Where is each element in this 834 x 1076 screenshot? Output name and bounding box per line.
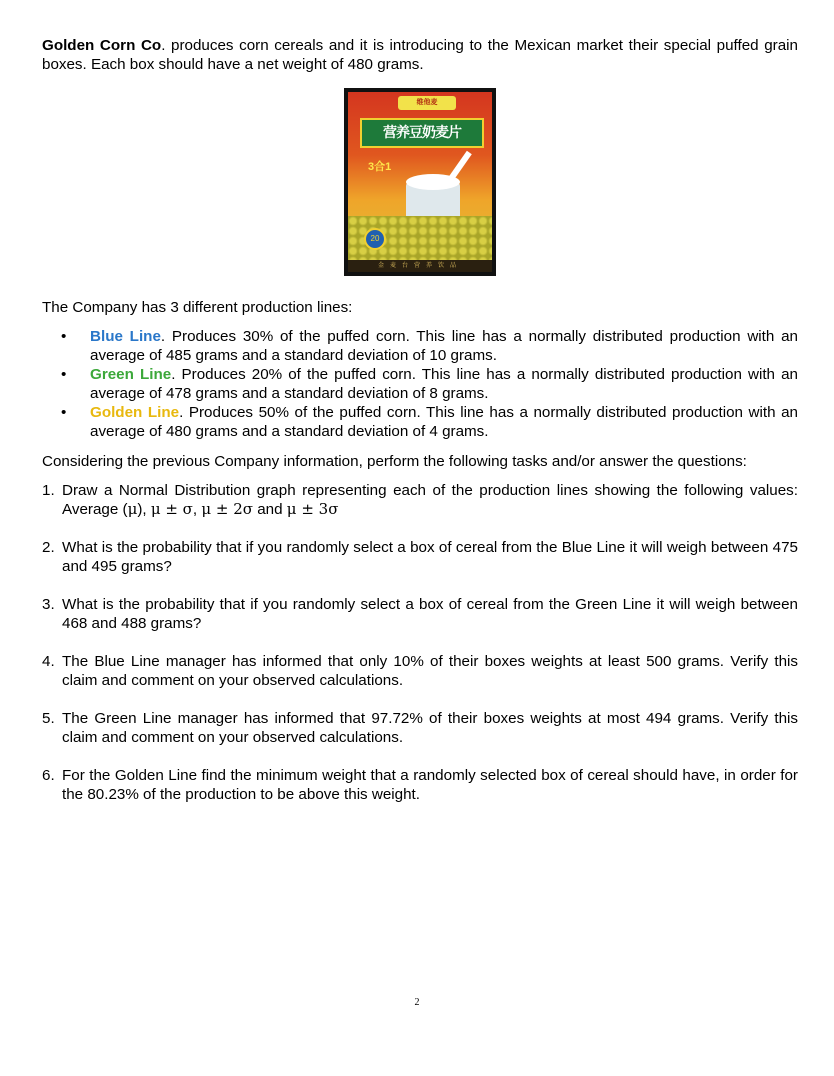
- bullet-icon: •: [61, 366, 67, 383]
- question-number: 2.: [42, 539, 55, 556]
- cereal-box-image: [344, 88, 496, 276]
- intro-paragraph: [42, 36, 798, 74]
- bullet-icon: •: [61, 328, 67, 345]
- line-name: Green Line: [90, 366, 172, 383]
- document-page: [42, 36, 798, 823]
- question-item: [42, 481, 798, 519]
- milk-splash: [406, 174, 460, 190]
- questions-list: [42, 481, 798, 804]
- list-item: [61, 327, 798, 365]
- box-footer: 金麦台营养饮品: [348, 260, 492, 272]
- question-text: For the Golden Line find the minimum weight that a randomly selected box of cereal should have, in order for the 80.23% of the production to be above this weight.: [62, 767, 798, 803]
- question-text: and: [253, 501, 287, 518]
- question-number: 3.: [42, 596, 55, 613]
- question-text: What is the probability that if you randomly select a box of cereal from the Blue Line it will weigh between 475 and 495 grams?: [62, 539, 798, 575]
- question-item: [42, 595, 798, 633]
- line-text: . Produces 30% of the puffed corn. This line has a normally distributed production with an average of 485 grams and a standard deviation of 10 grams.: [90, 328, 798, 364]
- question-text: ),: [137, 501, 151, 518]
- question-item: [42, 652, 798, 690]
- intro-text: . produces corn cereals and it is introducing to the Mexican market their special puffed grain boxes. Each box should have a net weight of 480 grams.: [42, 37, 798, 73]
- page-number: 2: [414, 997, 420, 1008]
- line-text: . Produces 50% of the puffed corn. This line has a normally distributed production with an average of 480 grams and a standard deviation of 4 grams.: [90, 404, 798, 440]
- question-text: What is the probability that if you randomly select a box of cereal from the Green Line it will weigh between 468 and 488 grams?: [62, 596, 798, 632]
- question-text: The Green Line manager has informed that 97.72% of their boxes weights at most 494 grams. Verify this claim and comment on your observed calculations.: [62, 710, 798, 746]
- seal-badge: 20: [364, 228, 386, 250]
- company-name: Golden Corn Co: [42, 37, 162, 54]
- mu-symbol: μ: [127, 500, 138, 518]
- list-item: [61, 365, 798, 403]
- three-in-one-badge: 3合1: [368, 161, 392, 173]
- formula: μ ± σ: [150, 500, 193, 518]
- question-text: Draw a Normal Distribution graph representing each of the production lines showing the following values: Average (: [62, 482, 798, 518]
- question-number: 4.: [42, 653, 55, 670]
- line-text: . Produces 20% of the puffed corn. This line has a normally distributed production with an average of 478 grams and a standard deviation of 8 grams.: [90, 366, 798, 402]
- formula: μ ± 3σ: [286, 500, 339, 518]
- cereal-box-art: [348, 92, 492, 272]
- question-item: [42, 538, 798, 576]
- question-item: [42, 766, 798, 804]
- product-title: 营养豆奶麦片: [360, 118, 484, 148]
- lines-intro: The Company has 3 different production lines:: [42, 299, 353, 316]
- bullet-icon: •: [61, 404, 67, 421]
- question-number: 6.: [42, 767, 55, 784]
- brand-logo: 维他麦: [398, 96, 456, 110]
- tasks-intro: Considering the previous Company information, perform the following tasks and/or answer the questions:: [42, 453, 747, 470]
- question-text: The Blue Line manager has informed that only 10% of their boxes weights at least 500 grams. Verify this claim and comment on your observed calculations.: [62, 653, 798, 689]
- line-name: Blue Line: [90, 328, 161, 345]
- question-number: 5.: [42, 710, 55, 727]
- formula: μ ± 2σ: [201, 500, 254, 518]
- list-item: [61, 403, 798, 441]
- question-text: ,: [192, 501, 202, 518]
- line-name: Golden Line: [90, 404, 180, 421]
- question-item: [42, 709, 798, 747]
- question-number: 1.: [42, 482, 55, 499]
- production-lines-list: [42, 327, 798, 441]
